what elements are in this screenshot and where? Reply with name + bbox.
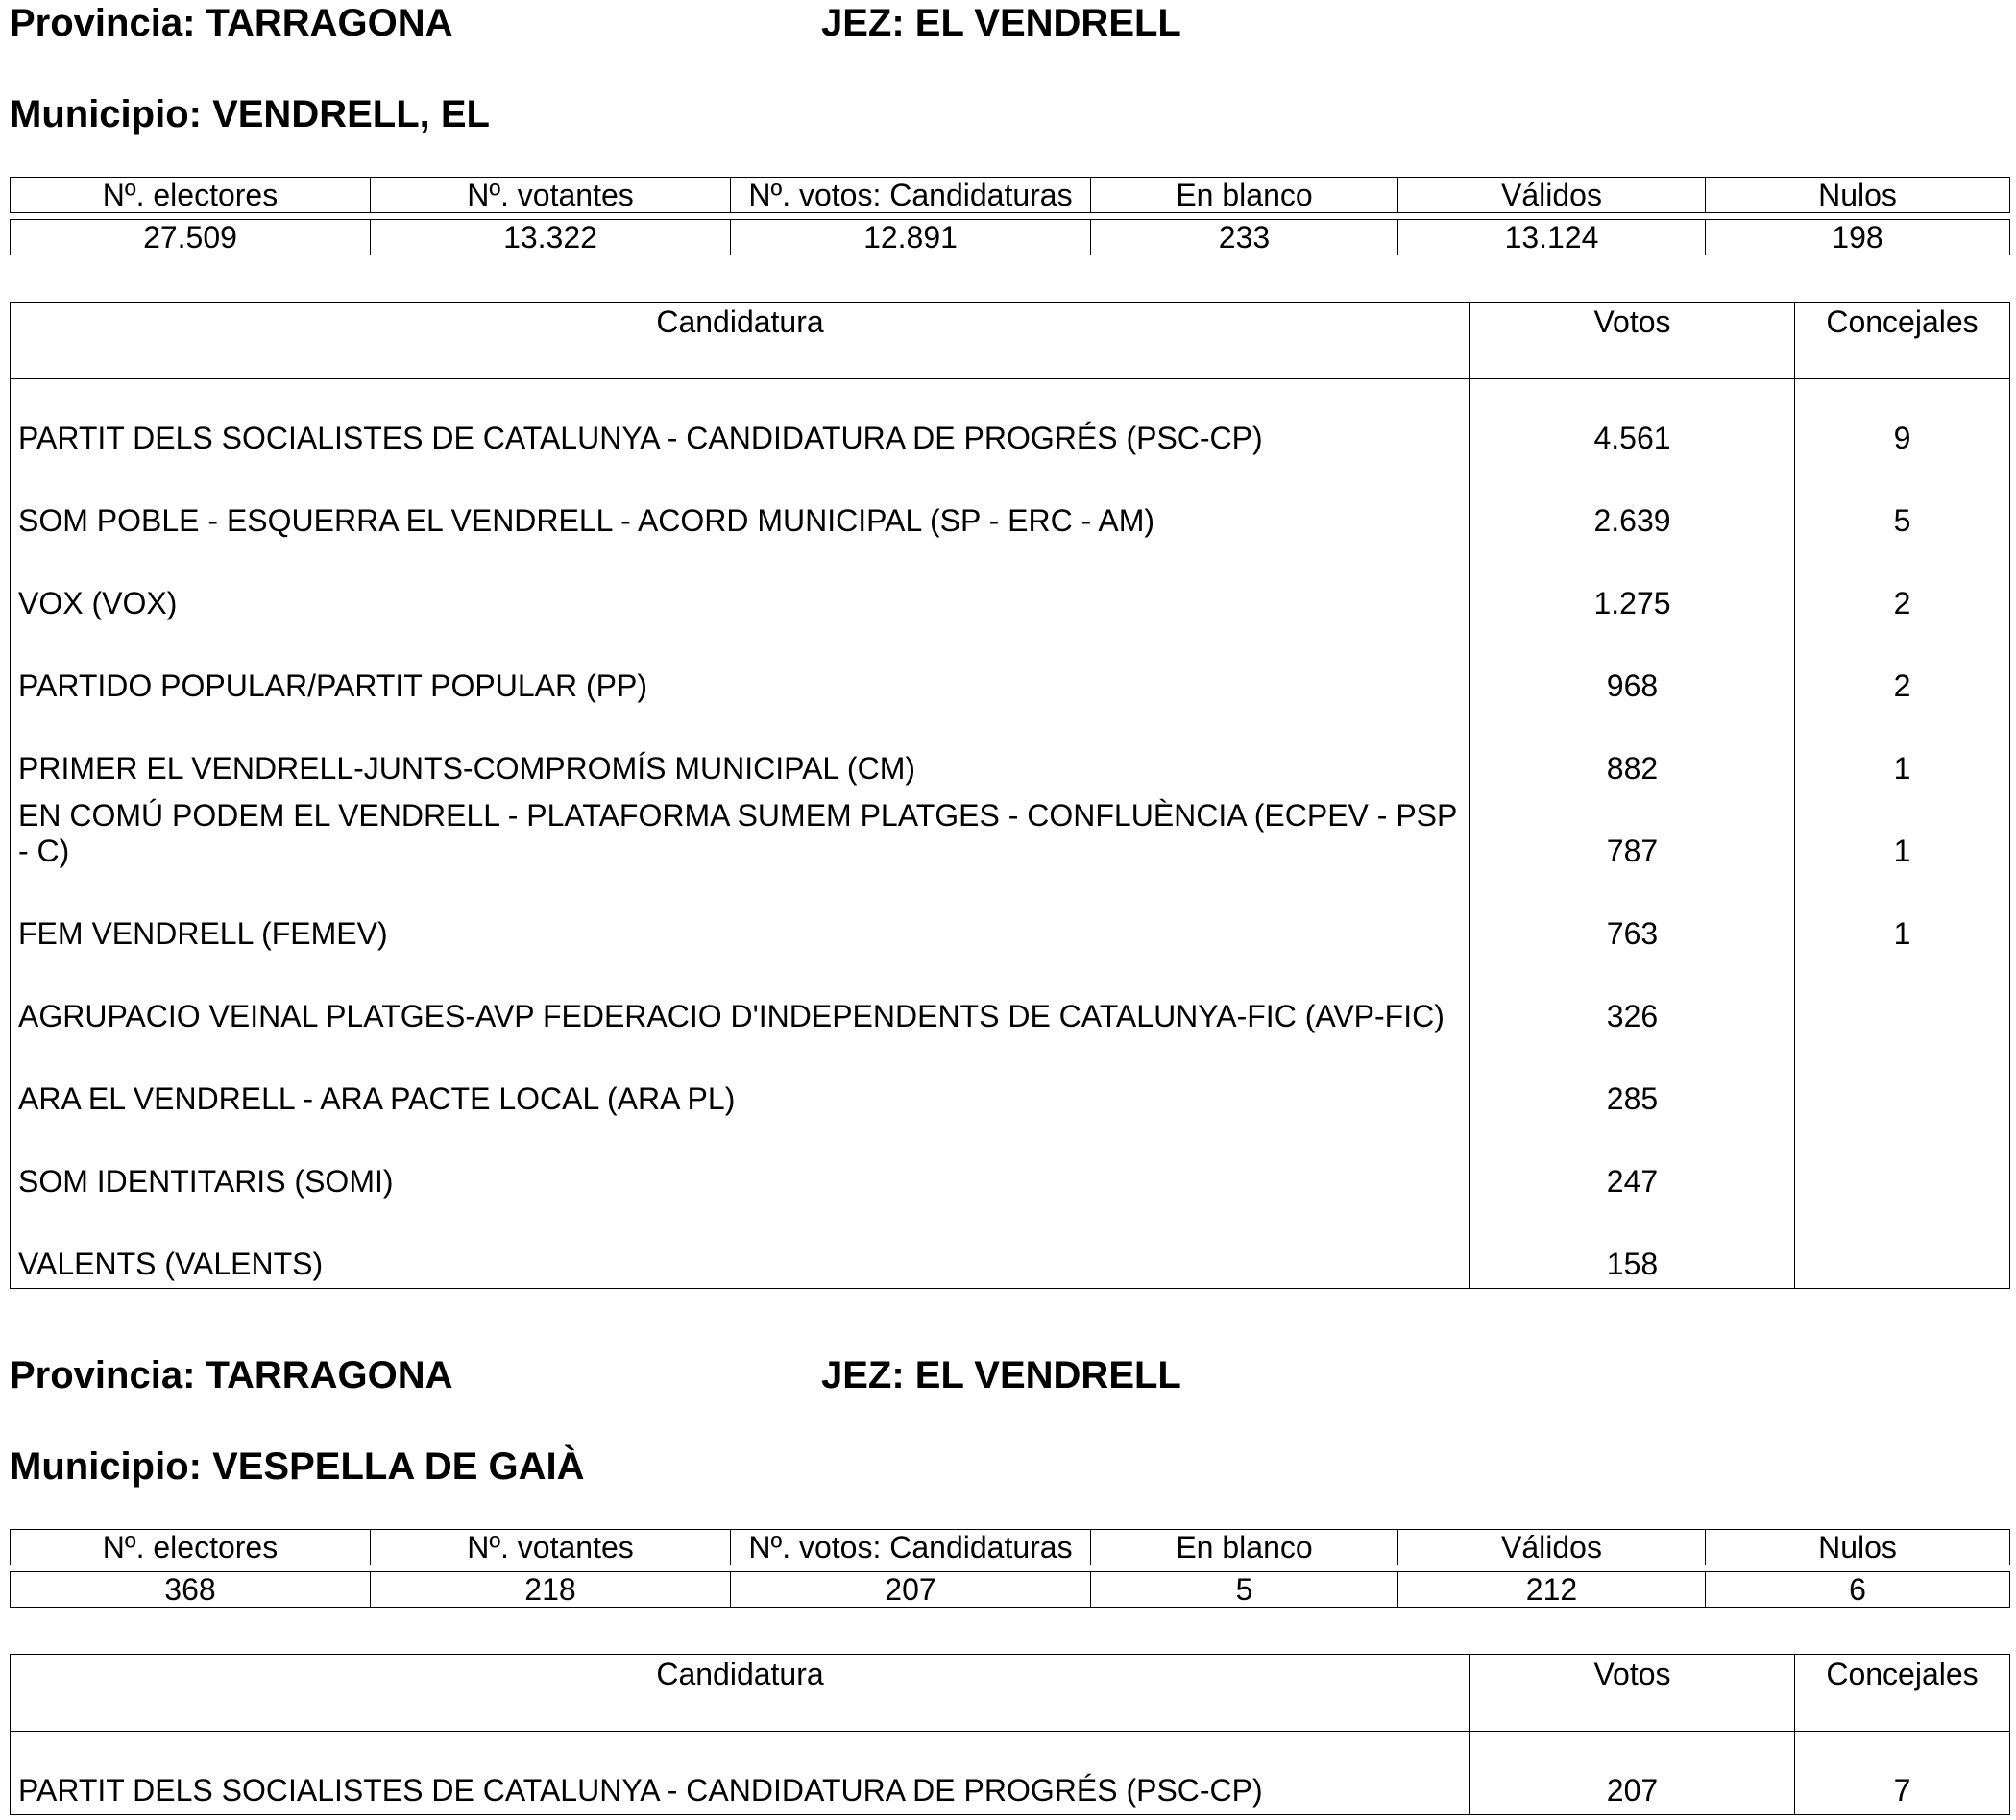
- provincia-heading: Provincia: TARRAGONA: [10, 1354, 453, 1396]
- stats-value-cell: 13.322: [371, 220, 731, 255]
- table-row: [11, 710, 2009, 792]
- stats-header-cell: Válidos: [1398, 178, 1706, 212]
- stats-value-cell: 27.509: [11, 220, 371, 255]
- candidaturas-header-row: [11, 303, 2009, 379]
- stats-header-cell: En blanco: [1091, 1530, 1398, 1565]
- header-concejales: Concejales: [1826, 304, 1979, 339]
- candidatura-concejales: [1795, 1123, 2009, 1205]
- stats-value-row: [10, 219, 2010, 255]
- candidatura-name: SOM POBLE - ESQUERRA EL VENDRELL - ACORD MUNICIPAL (SP - ERC - AM): [11, 462, 1470, 545]
- candidaturas-header-row: [11, 1655, 2009, 1732]
- header-votos: Votos: [1470, 303, 1795, 378]
- stats-value-cell: 6: [1849, 1572, 1866, 1607]
- candidatura-name: VALENTS (VALENTS): [11, 1205, 1470, 1288]
- candidatura-concejales: 1: [1893, 916, 1911, 951]
- candidatura-votos: 207: [1470, 1732, 1795, 1814]
- candidatura-concejales: 1: [1893, 834, 1911, 868]
- candidatura-votos: 247: [1470, 1123, 1795, 1205]
- candidaturas-table: [10, 1654, 2010, 1815]
- table-row: [11, 545, 2009, 627]
- table-row: [11, 1123, 2009, 1205]
- table-row: [11, 627, 2009, 710]
- stats-header-cell: En blanco: [1091, 178, 1398, 212]
- stats-value-cell: 12.891: [731, 220, 1091, 255]
- candidatura-name: PARTIT DELS SOCIALISTES DE CATALUNYA - CANDIDATURA DE PROGRÉS (PSC-CP): [11, 379, 1470, 462]
- table-row: [11, 1040, 2009, 1123]
- candidatura-votos: 968: [1470, 627, 1795, 710]
- candidatura-votos: 2.639: [1470, 462, 1795, 545]
- table-row: [11, 379, 2009, 462]
- stats-header-cell: Nulos: [1818, 178, 1897, 212]
- stats-value-cell: 218: [371, 1572, 731, 1607]
- candidatura-votos: 326: [1470, 958, 1795, 1040]
- header-concejales: Concejales: [1826, 1657, 1979, 1691]
- candidatura-name: PRIMER EL VENDRELL-JUNTS-COMPROMÍS MUNICIPAL (CM): [11, 710, 1470, 792]
- jez-heading: JEZ: EL VENDRELL: [821, 2, 1181, 44]
- candidatura-votos: 882: [1470, 710, 1795, 792]
- candidatura-name: EN COMÚ PODEM EL VENDRELL - PLATAFORMA SUMEM PLATGES - CONFLUÈNCIA (ECPEV - PSP - C): [11, 792, 1470, 875]
- candidatura-name: SOM IDENTITARIS (SOMI): [11, 1123, 1470, 1205]
- header-candidatura: Candidatura: [11, 1655, 1470, 1731]
- header-candidatura: Candidatura: [11, 303, 1470, 378]
- jez-heading: JEZ: EL VENDRELL: [821, 1354, 1181, 1396]
- stats-header-cell: Nº. votos: Candidaturas: [731, 1530, 1091, 1565]
- stats-value-cell: 233: [1091, 220, 1398, 255]
- stats-header-cell: Nº. votantes: [371, 178, 731, 212]
- stats-header-row: [10, 1529, 2010, 1565]
- candidatura-votos: 4.561: [1470, 379, 1795, 462]
- stats-header-cell: Nº. electores: [11, 1530, 371, 1565]
- stats-header-row: [10, 177, 2010, 213]
- table-row: [11, 875, 2009, 958]
- candidatura-concejales: 1: [1893, 751, 1911, 786]
- table-row: [11, 1205, 2009, 1288]
- candidatura-concejales: [1795, 1040, 2009, 1123]
- stats-value-cell: 13.124: [1398, 220, 1706, 255]
- candidatura-votos: 763: [1470, 875, 1795, 958]
- candidatura-name: ARA EL VENDRELL - ARA PACTE LOCAL (ARA PL): [11, 1040, 1470, 1123]
- stats-value-cell: 212: [1398, 1572, 1706, 1607]
- stats-header-cell: Nulos: [1818, 1530, 1897, 1565]
- candidatura-name: FEM VENDRELL (FEMEV): [11, 875, 1470, 958]
- stats-header-cell: Nº. electores: [11, 178, 371, 212]
- candidatura-votos: 1.275: [1470, 545, 1795, 627]
- candidatura-votos: 158: [1470, 1205, 1795, 1288]
- municipio-heading: Municipio: VESPELLA DE GAIÀ: [10, 1445, 585, 1488]
- candidatura-concejales: [1795, 958, 2009, 1040]
- table-row: [11, 462, 2009, 545]
- stats-header-cell: Nº. votos: Candidaturas: [731, 178, 1091, 212]
- municipio-heading: Municipio: VENDRELL, EL: [10, 93, 490, 135]
- candidatura-votos: 285: [1470, 1040, 1795, 1123]
- provincia-heading: Provincia: TARRAGONA: [10, 2, 453, 44]
- candidatura-concejales: 2: [1893, 586, 1911, 620]
- stats-header-cell: Nº. votantes: [371, 1530, 731, 1565]
- candidatura-name: AGRUPACIO VEINAL PLATGES-AVP FEDERACIO D'INDEPENDENTS DE CATALUNYA-FIC (AVP-FIC): [11, 958, 1470, 1040]
- stats-value-cell: 207: [731, 1572, 1091, 1607]
- table-row: [11, 792, 2009, 875]
- candidatura-name: PARTIT DELS SOCIALISTES DE CATALUNYA - CANDIDATURA DE PROGRÉS (PSC-CP): [11, 1732, 1470, 1814]
- candidatura-concejales: 9: [1893, 421, 1911, 455]
- stats-value-row: [10, 1571, 2010, 1608]
- candidaturas-table: [10, 302, 2010, 1289]
- stats-header-cell: Válidos: [1398, 1530, 1706, 1565]
- stats-value-cell: 198: [1832, 220, 1883, 255]
- candidatura-concejales: [1795, 1205, 2009, 1288]
- stats-value-cell: 5: [1091, 1572, 1398, 1607]
- candidatura-name: PARTIDO POPULAR/PARTIT POPULAR (PP): [11, 627, 1470, 710]
- candidatura-name: VOX (VOX): [11, 545, 1470, 627]
- candidatura-concejales: 7: [1893, 1773, 1911, 1808]
- stats-value-cell: 368: [11, 1572, 371, 1607]
- header-votos: Votos: [1470, 1655, 1795, 1731]
- candidatura-concejales: 5: [1893, 503, 1911, 538]
- table-row: [11, 1732, 2009, 1814]
- candidatura-votos: 787: [1470, 792, 1795, 875]
- table-row: [11, 958, 2009, 1040]
- candidatura-concejales: 2: [1893, 668, 1911, 703]
